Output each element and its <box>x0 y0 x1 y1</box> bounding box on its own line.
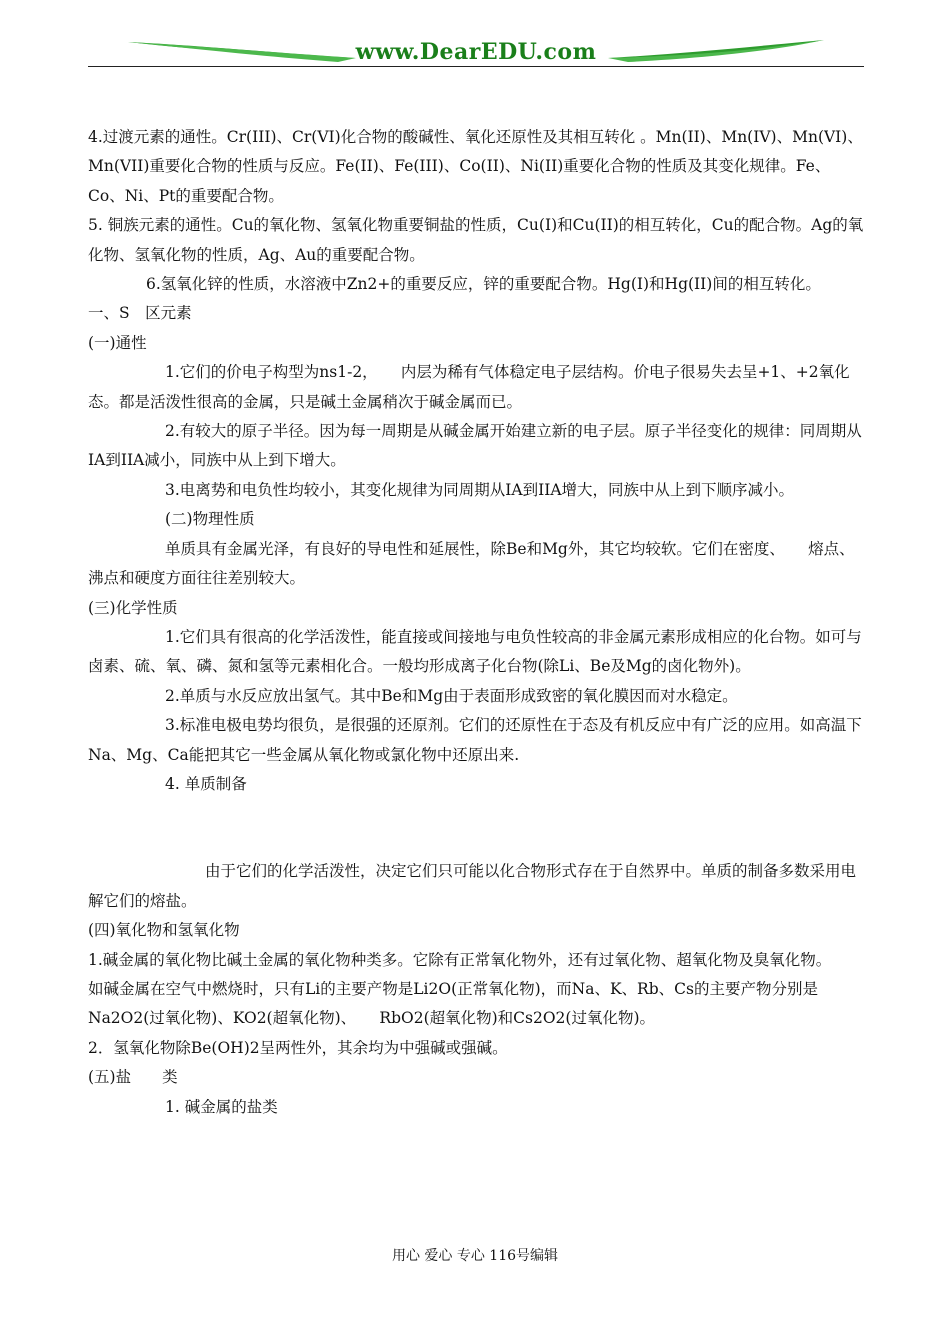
blank-space <box>88 799 864 857</box>
paragraph-zinc: 6.氢氧化锌的性质，水溶液中Zn2+的重要反应，锌的重要配合物。Hg(I)和Hg(II)间的相互转化。 <box>146 275 821 294</box>
subheading-oxides-hydroxides: (四)氧化物和氢氧化物 <box>88 921 240 940</box>
paragraph-atomic-radius: 2.有较大的原子半径。因为每一周期是从碱金属开始建立新的电子层。原子半径变化的规律：同周期从IA到IIA减小，同族中从上到下增大。 <box>88 422 862 470</box>
paragraph-hydroxides: 2．氢氧化物除Be(OH)2呈两性外，其余均为中强碱或强碱。 <box>88 1038 508 1057</box>
paragraph-electrode-potential: 3.标准电极电势均很负，是很强的还原剂。它们的还原性在于态及有机反应中有广泛的应用。如高温下Na、Mg、Ca能把其它一些金属从氧化物或氯化物中还原出来. <box>88 716 862 764</box>
site-url: www.DearEDU.com <box>355 39 597 65</box>
paragraph-physical-properties: 单质具有金属光泽，有良好的导电性和延展性，除Be和Mg外，其它均较软。它们在密度、 熔点、沸点和硬度方面往往差别较大。 <box>88 539 855 588</box>
header-divider <box>88 66 864 67</box>
paragraph-copper-group: 5. 铜族元素的通性。Cu的氧化物、氢氧化物重要铜盐的性质，Cu(I)和Cu(II)的相互转化，Cu的配合物。Ag的氧化物、氢氧化物的性质，Ag、Au的重要配合物。 <box>88 216 864 264</box>
paragraph-combustion-products: 如碱金属在空气中燃烧时，只有Li的主要产物是Li2O(正常氧化物)，而Na、K、Rb、Cs的主要产物分别是Na2O2(过氧化物)、KO2(超氧化物)、 RbO2(超氧化物)和Cs2O2(过氧化物)。 <box>88 979 818 1028</box>
paragraph-chemical-activity: 1.它们具有很高的化学活泼性，能直接或间接地与电负性较高的非金属元素形成相应的化台物。如可与卤素、硫、氧、磷、氮和氢等元素相化合。一般均形成离子化台物(除Li、Be及Mg的卤化物外)。 <box>88 627 862 676</box>
subheading-salts: (五)盐 类 <box>88 1068 178 1087</box>
page-footer: 用心 爱心 专心 116号编辑 <box>391 1248 559 1264</box>
subheading-general-properties: (一)通性 <box>88 333 147 352</box>
paragraph-water-reaction: 2.单质与水反应放出氢气。其中Be和Mg由于表面形成致密的氧化膜因而对水稳定。 <box>165 686 738 705</box>
subheading-preparation: 4. 单质制备 <box>165 774 247 793</box>
document-body <box>88 123 864 1122</box>
site-header <box>88 36 864 70</box>
paragraph-oxide-types: 1.碱金属的氧化物比碱土金属的氧化物种类多。它除有正常氧化物外，还有过氧化物、超氧化物及臭氧化物。 <box>88 950 832 969</box>
subheading-alkali-salts: 1. 碱金属的盐类 <box>165 1097 278 1116</box>
paragraph-ionization: 3.电离势和电负性均较小，其变化规律为同周期从IA到IIA增大，同族中从上到下顺序减小。 <box>165 480 795 499</box>
paragraph-preparation: 由于它们的化学活泼性，决定它们只可能以化合物形式存在于自然界中。单质的制备多数采用电解它们的熔盐。 <box>88 862 857 910</box>
paragraph-transition-elements: 4.过渡元素的通性。Cr(III)、Cr(VI)化合物的酸碱性、氧化还原性及其相互转化 。Mn(II)、Mn(IV)、Mn(VI)、Mn(VII)重要化合物的性质与反应。Fe(II)、Fe(III)、Co(II)、Ni(II)重要化合物的性质及其变化规律。Fe、Co、Ni、Pt的重要配合物。 <box>88 128 863 205</box>
paragraph-valence-config: 1.它们的价电子构型为ns1-2， 内层为稀有气体稳定电子层结构。价电子很易失去呈+1、+2氧化态。都是活泼性很高的金属，只是碱土金属稍次于碱金属而已。 <box>88 363 850 411</box>
subheading-physical-properties: (二)物理性质 <box>165 510 255 529</box>
subheading-chemical-properties: (三)化学性质 <box>88 598 178 617</box>
section-heading-s-block: 一、S 区元素 <box>88 304 192 323</box>
